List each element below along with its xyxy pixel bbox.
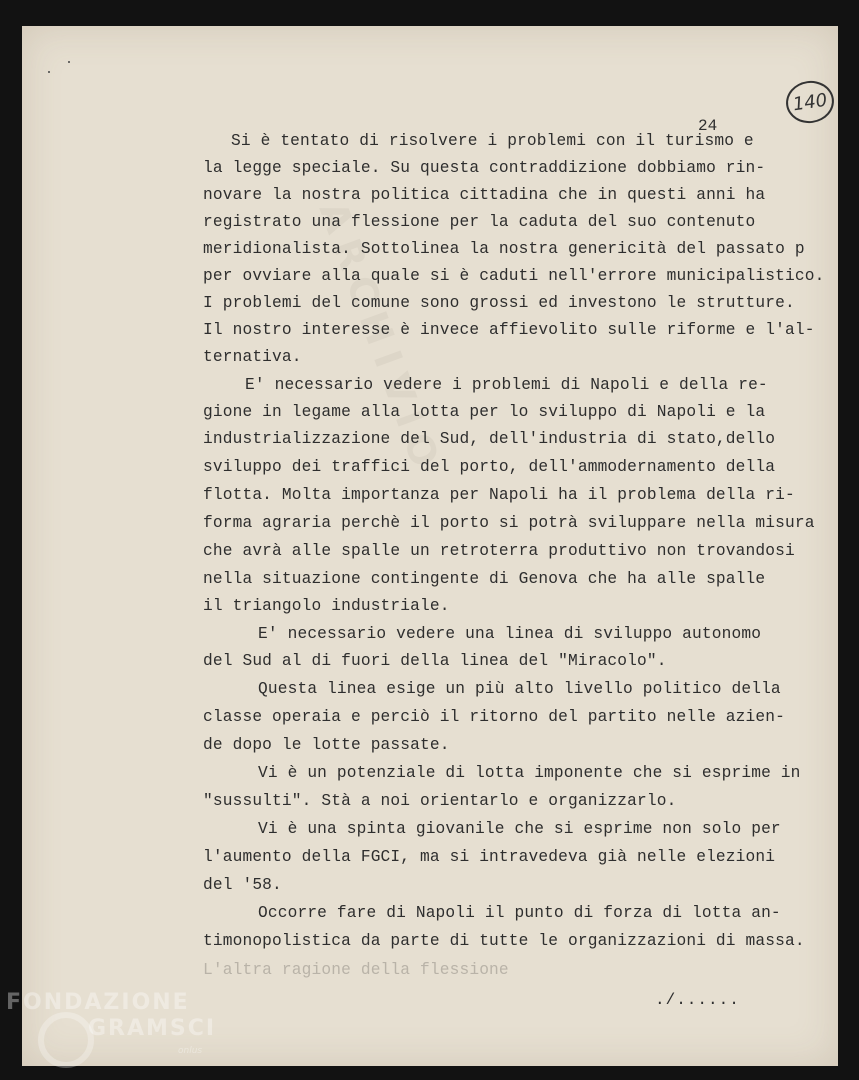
- text-line: che avrà alle spalle un retroterra produttivo non trovandosi: [203, 542, 795, 560]
- background-watermark: ARCHIVIO: [310, 196, 451, 483]
- logo-line-3: onlus: [178, 1046, 203, 1056]
- text-line: gione in legame alla lotta per lo sviluppo di Napoli e la: [203, 403, 766, 421]
- text-line: Vi è un potenziale di lotta imponente che si esprime in: [258, 764, 801, 782]
- text-line: l'aumento della FGCI, ma si intravedeva già nelle elezioni: [203, 848, 776, 866]
- archive-stamp: 140: [783, 78, 836, 126]
- text-line: la legge speciale. Su questa contraddizione dobbiamo rin-: [203, 159, 766, 177]
- fondazione-gramsci-logo: [6, 990, 217, 1056]
- text-line: flotta. Molta importanza per Napoli ha il problema della ri-: [203, 486, 795, 504]
- text-line: classe operaia e perciò il ritorno del partito nelle azien-: [203, 708, 785, 726]
- text-line: sviluppo dei traffici del porto, dell'ammodernamento della: [203, 458, 776, 476]
- text-line: il triangolo industriale.: [203, 597, 450, 615]
- text-line: forma agraria perchè il porto si potrà sviluppare nella misura: [203, 514, 815, 532]
- text-line: del '58.: [203, 876, 282, 894]
- logo-g-mark-icon: [38, 1012, 94, 1068]
- text-line: Il nostro interesse è invece affievolito sulle riforme e l'al-: [203, 321, 815, 339]
- text-line: "sussulti". Stà a noi orientarlo e organizzarlo.: [203, 792, 677, 810]
- logo-line-2: GRAMSCI: [88, 1016, 217, 1041]
- text-line: novare la nostra politica cittadina che in questi anni ha: [203, 186, 766, 204]
- text-line: registrato una flessione per la caduta del suo contenuto: [203, 213, 756, 231]
- text-line: E' necessario vedere i problemi di Napoli e della re-: [245, 376, 768, 394]
- text-line: del Sud al di fuori della linea del "Miracolo".: [203, 652, 667, 670]
- text-line: Occorre fare di Napoli il punto di forza di lotta an-: [258, 904, 781, 922]
- text-line: de dopo le lotte passate.: [203, 736, 450, 754]
- text-line: Si è tentato di risolvere i problemi con il turismo e: [231, 132, 754, 150]
- text-line: Questa linea esige un più alto livello politico della: [258, 680, 781, 698]
- text-line: industrializzazione del Sud, dell'industria di stato,dello: [203, 430, 776, 448]
- text-line: Vi è una spinta giovanile che si esprime non solo per: [258, 820, 781, 838]
- text-line: per ovviare alla quale si è caduti nell'errore municipalistico.: [203, 267, 825, 285]
- text-line: E' necessario vedere una linea di sviluppo autonomo: [258, 625, 762, 643]
- continuation-mark: ./......: [655, 991, 740, 1009]
- text-line: nella situazione contingente di Genova che ha alle spalle: [203, 570, 766, 588]
- text-line: ternativa.: [203, 348, 302, 366]
- text-line: I problemi del comune sono grossi ed investono le strutture.: [203, 294, 795, 312]
- page-number: 24: [698, 117, 718, 135]
- logo-line-1: FONDAZIONE: [6, 990, 190, 1015]
- faded-text-line: L'altra ragione della flessione: [203, 961, 509, 979]
- text-line: meridionalista. Sottolinea la nostra genericità del passato p: [203, 240, 805, 258]
- text-line: timonopolistica da parte di tutte le organizzazioni di massa.: [203, 932, 805, 950]
